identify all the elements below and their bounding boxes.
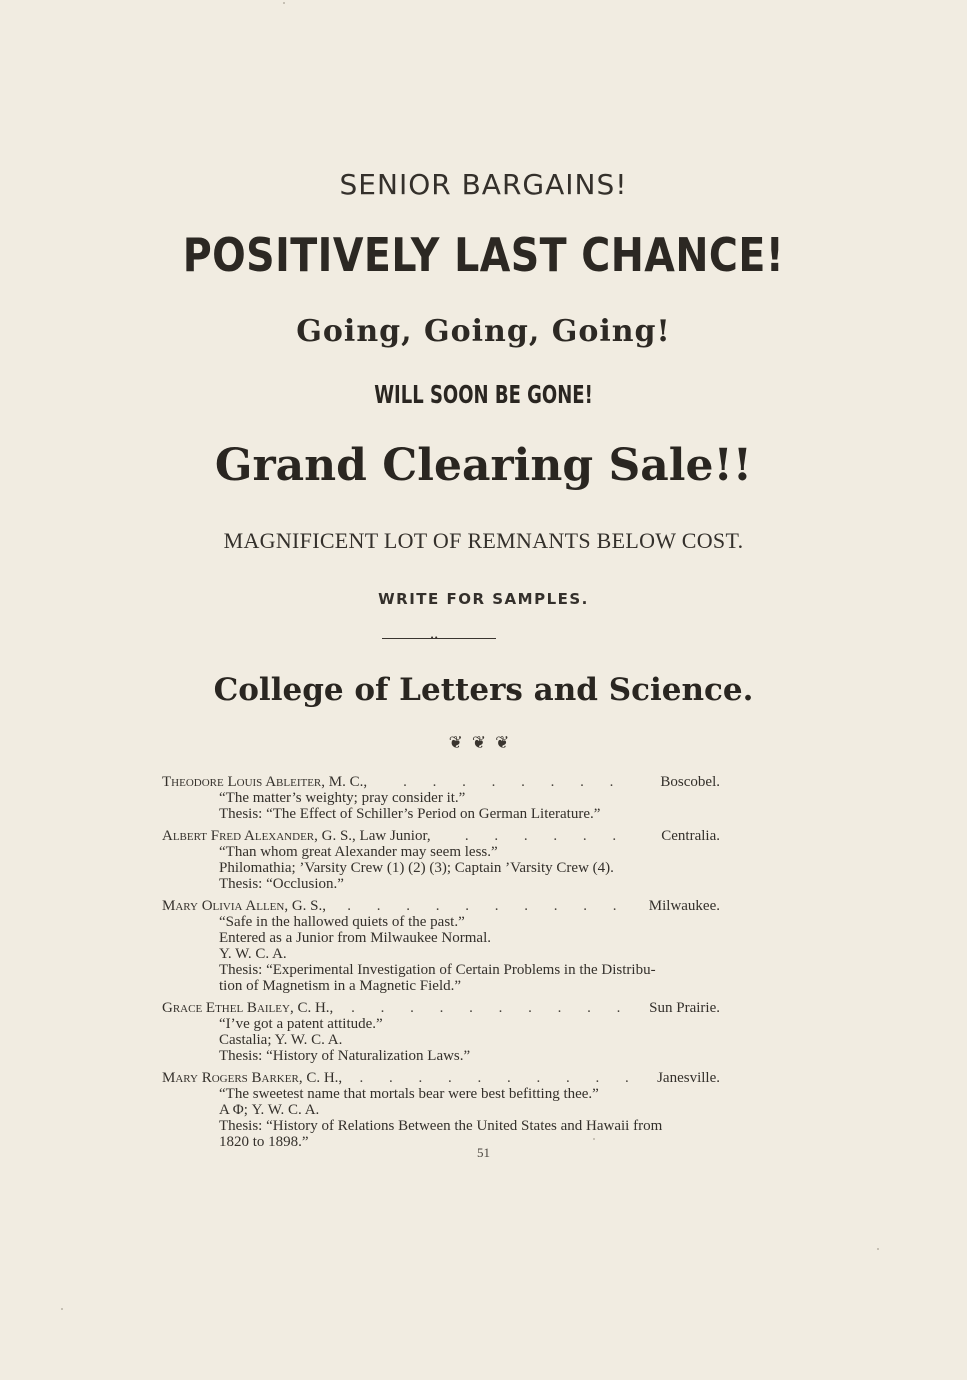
entry-line: Thesis: “History of Relations Between the United States and Hawaii from	[219, 1118, 663, 1134]
entry-barker	[162, 1070, 720, 1150]
entry-line: “Safe in the hallowed quiets of the past.”	[219, 914, 465, 930]
heading-soon-gone: WILL SOON BE GONE!	[374, 380, 593, 409]
entry-heading	[162, 1000, 720, 1016]
paper-speck	[283, 2, 285, 4]
entry-line: Philomathia; ’Varsity Crew (1) (2) (3); Captain ’Varsity Crew (4).	[219, 860, 614, 876]
heading-last-chance: POSITIVELY LAST CHANCE!	[182, 228, 785, 282]
heading-grand-sale: Grand Clearing Sale!!	[214, 440, 753, 491]
leader-dots: . . . . . . . . . .	[347, 898, 628, 914]
entry-allen	[162, 898, 720, 994]
entry-line: Entered as a Junior from Milwaukee Normal.	[219, 930, 491, 946]
senior-entries	[162, 774, 720, 1156]
entry-line: tion of Magnetism in a Magnetic Field.”	[219, 978, 462, 994]
entry-alexander	[162, 828, 720, 892]
entry-line: Thesis: “History of Naturalization Laws.”	[219, 1048, 471, 1064]
entry-heading	[162, 774, 720, 790]
entry-line: A Φ; Y. W. C. A.	[219, 1102, 320, 1118]
heading-magnificent: MAGNIFICENT LOT OF REMNANTS BELOW COST.	[223, 528, 744, 553]
heading-senior-bargains: SENIOR BARGAINS!	[339, 168, 628, 201]
entry-line: Y. W. C. A.	[219, 946, 287, 962]
divider-rule	[382, 638, 496, 639]
leader-dots: . . . . . . . .	[403, 774, 625, 790]
fleuron-ornaments: ❦❦❦	[448, 733, 519, 753]
entry-town: Milwaukee.	[648, 898, 720, 914]
entry-bailey	[162, 1000, 720, 1064]
entry-town: Sun Prairie.	[649, 1000, 720, 1016]
entry-line: Thesis: “Experimental Investigation of Certain Problems in the Distribu-	[219, 962, 656, 978]
divider-ornament: ••	[430, 634, 439, 642]
leader-dots: . . . . . . . . . .	[351, 1000, 632, 1016]
entry-line: “Than whom great Alexander may seem less.”	[219, 844, 498, 860]
entry-degree: , M. C.,	[321, 774, 368, 790]
entry-line: “The matter’s weighty; pray consider it.”	[219, 790, 466, 806]
entry-line: “I’ve got a patent attitude.”	[219, 1016, 383, 1032]
entry-town: Janesville.	[657, 1070, 720, 1086]
entry-line: Thesis: “Occlusion.”	[219, 876, 344, 892]
entry-degree: , C. H.,	[289, 1000, 334, 1016]
entry-name: Mary Olivia Allen	[162, 898, 285, 914]
entry-heading	[162, 828, 720, 844]
entry-heading	[162, 898, 720, 914]
paper-speck	[877, 1248, 879, 1250]
entry-heading	[162, 1070, 720, 1086]
entry-name: Theodore Louis Ableiter	[162, 774, 322, 790]
entry-name: Mary Rogers Barker	[162, 1070, 299, 1086]
entry-town: Centralia.	[661, 828, 720, 844]
entry-name: Albert Fred Alexander	[162, 828, 315, 844]
entry-line: “The sweetest name that mortals bear were best befitting thee.”	[219, 1086, 599, 1102]
entry-town: Boscobel.	[660, 774, 720, 790]
entry-line: Thesis: “The Effect of Schiller’s Period on German Literature.”	[219, 806, 601, 822]
entry-line: 1820 to 1898.”	[219, 1134, 309, 1150]
entry-name: Grace Ethel Bailey	[162, 1000, 290, 1016]
page-number: 51	[477, 1145, 490, 1160]
section-title: College of Letters and Science.	[213, 672, 754, 708]
heading-write-for-samples: WRITE FOR SAMPLES.	[378, 590, 589, 608]
leader-dots: . . . . . .	[464, 828, 628, 844]
entry-degree: , C. H.,	[298, 1070, 343, 1086]
paper-speck	[593, 1138, 595, 1140]
paper-speck	[61, 1308, 63, 1310]
entry-line: Castalia; Y. W. C. A.	[219, 1032, 343, 1048]
entry-ableiter	[162, 774, 720, 822]
entry-degree: , G. S., Law Junior,	[314, 828, 431, 844]
heading-going: Going, Going, Going!	[296, 314, 671, 349]
leader-dots: . . . . . . . . . .	[359, 1070, 640, 1086]
entry-degree: , G. S.,	[284, 898, 327, 914]
